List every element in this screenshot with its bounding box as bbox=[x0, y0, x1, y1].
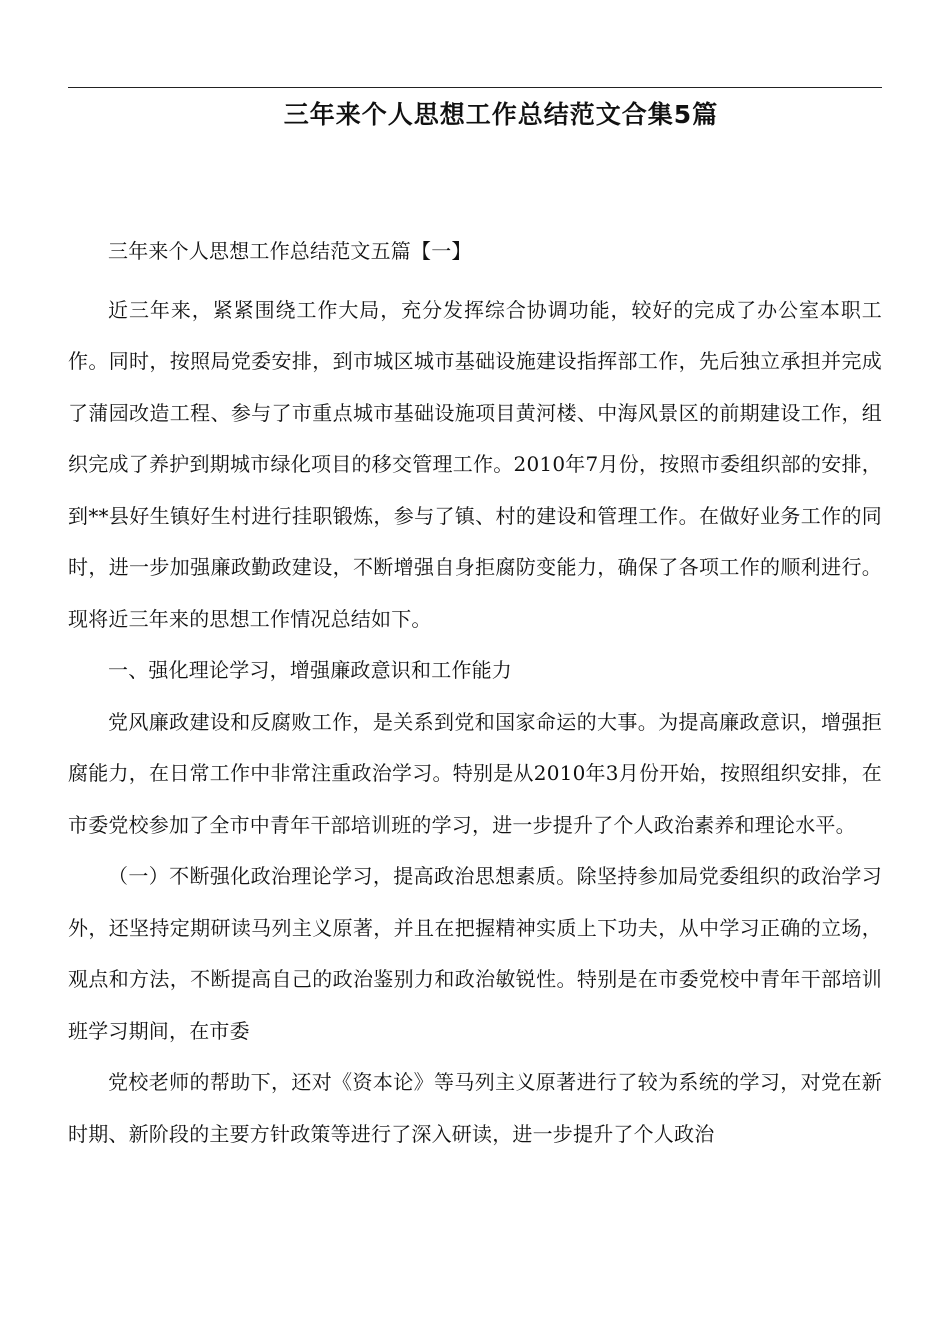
document-body bbox=[68, 226, 882, 1160]
body-paragraph: 党校老师的帮助下，还对《资本论》等马列主义原著进行了较为系统的学习，对党在新时期、新阶段的主要方针政策等进行了深入研读，进一步提升了个人政治 bbox=[68, 1070, 882, 1146]
body-paragraph: 近三年来，紧紧围绕工作大局，充分发挥综合协调功能，较好的完成了办公室本职工作。同时，按照局党委安排，到市城区城市基础设施建设指挥部工作，先后独立承担并完成了蒲园改造工程、参与了市重点城市基础设施项目黄河楼、中海风景区的前期建设工作，组织完成了养护到期城市绿化项目的移交管理工作。2010年7月份，按照市委组织部的安排，到**县好生镇好生村进行挂职锻炼，参与了镇、村的建设和管理工作。在做好业务工作的同时，进一步加强廉政勤政建设，不断增强自身拒腐防变能力，确保了各项工作的顺利进行。现将近三年来的思想工作情况总结如下。 bbox=[68, 297, 882, 631]
header-rule bbox=[68, 87, 882, 88]
section-heading: 一、强化理论学习，增强廉政意识和工作能力 bbox=[108, 658, 512, 682]
document-title: 三年来个人思想工作总结范文合集5篇 bbox=[283, 100, 719, 129]
body-paragraph: 党风廉政建设和反腐败工作，是关系到党和国家命运的大事。为提高廉政意识，增强拒腐能力，在日常工作中非常注重政治学习。特别是从2010年3月份开始，按照组织安排，在市委党校参加了全市中青年干部培训班的学习，进一步提升了个人政治素养和理论水平。 bbox=[68, 709, 882, 837]
body-paragraph: （一）不断强化政治理论学习，提高政治思想素质。除坚持参加局党委组织的政治学习外，还坚持定期研读马列主义原著，并且在把握精神实质上下功夫，从中学习正确的立场，观点和方法，不断提高自己的政治鉴别力和政治敏锐性。特别是在市委党校中青年干部培训班学习期间，在市委 bbox=[68, 864, 882, 1043]
subsection-title: 三年来个人思想工作总结范文五篇【一】 bbox=[108, 239, 472, 263]
